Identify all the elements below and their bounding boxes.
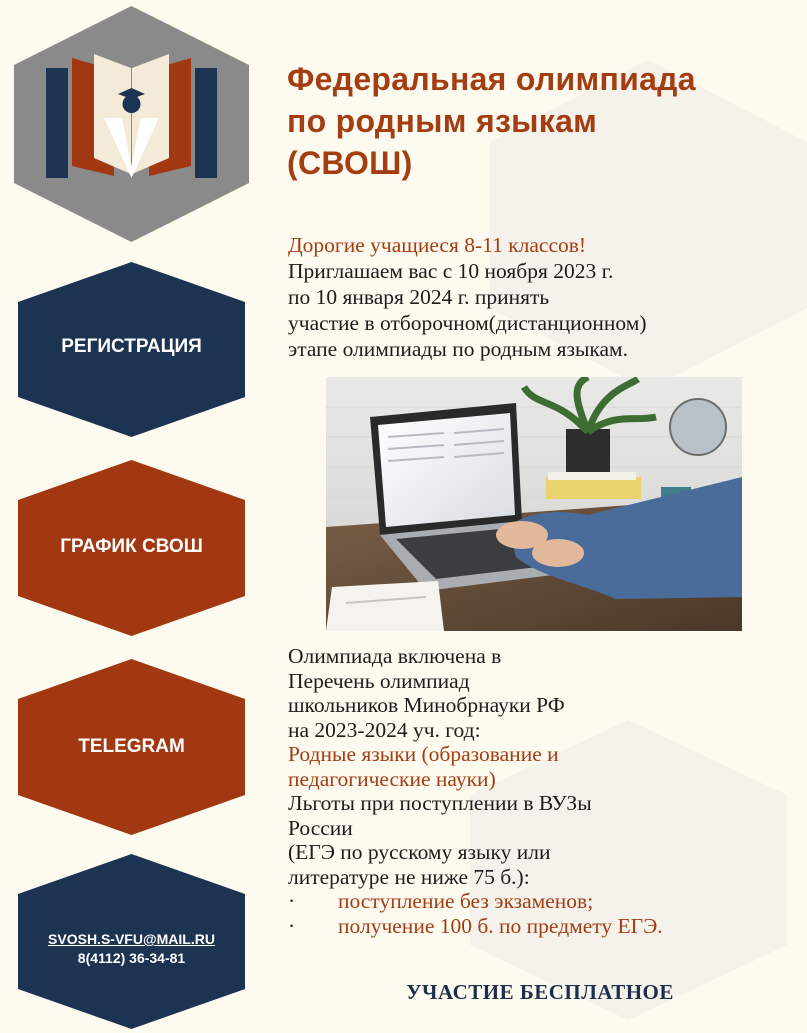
title-line: по родным языкам	[287, 103, 598, 139]
intro-line: по 10 января 2024 г. принять	[288, 285, 550, 309]
info-line: Олимпиада включена в	[288, 644, 502, 668]
intro-line: этапе олимпиады по родным языкам.	[288, 337, 629, 361]
intro-greeting: Дорогие учащиеся 8-11 классов!	[288, 233, 587, 257]
title-line: (СВОШ)	[287, 145, 413, 181]
info-line: (ЕГЭ по русскому языку или	[288, 840, 551, 864]
intro-text	[288, 232, 803, 362]
bullet-marker: ·	[288, 889, 296, 913]
contact-hexagon	[18, 854, 245, 1029]
free-participation-label: УЧАСТИЕ БЕСПЛАТНОЕ	[406, 980, 674, 1004]
info-line: России	[288, 815, 353, 840]
info-line: школьников Минобрнауки РФ	[288, 693, 565, 717]
benefit-text: получение 100 б. по предмету ЕГЭ.	[338, 913, 663, 938]
benefit-list-item	[288, 889, 803, 914]
info-line: литературе не ниже 75 б.):	[288, 864, 530, 889]
telegram-button[interactable]	[18, 659, 245, 835]
contact-phone: 8(4112) 36-34-81	[77, 950, 186, 966]
profile-line: Родные языки (образование и	[288, 742, 559, 766]
benefit-list-item	[288, 914, 803, 939]
schedule-label: ГРАФИК СВОШ	[60, 536, 203, 557]
title-line: Федеральная олимпиада	[287, 61, 696, 97]
logo-hexagon	[14, 6, 249, 242]
registration-label: РЕГИСТРАЦИЯ	[61, 336, 202, 357]
olympiad-info	[288, 644, 803, 938]
schedule-button[interactable]	[18, 460, 245, 636]
bullet-marker: ·	[288, 913, 296, 938]
profile-line: педагогические науки)	[288, 766, 496, 791]
benefit-text: поступление без экзаменов;	[338, 889, 594, 913]
page-title	[287, 58, 802, 184]
laptop-photo	[326, 377, 742, 631]
info-line: Перечень олимпиад	[288, 668, 470, 693]
info-line: Льготы при поступлении в ВУЗы	[288, 791, 592, 815]
contact-email-link[interactable]: SVOSH.S-VFU@MAIL.RU	[48, 931, 215, 947]
telegram-label: TELEGRAM	[78, 736, 185, 757]
registration-button[interactable]	[18, 262, 245, 437]
info-line: на 2023-2024 уч. год:	[288, 717, 481, 742]
intro-line: Приглашаем вас с 10 ноября 2023 г.	[288, 259, 614, 283]
intro-line: участие в отборочном(дистанционном)	[288, 311, 647, 335]
